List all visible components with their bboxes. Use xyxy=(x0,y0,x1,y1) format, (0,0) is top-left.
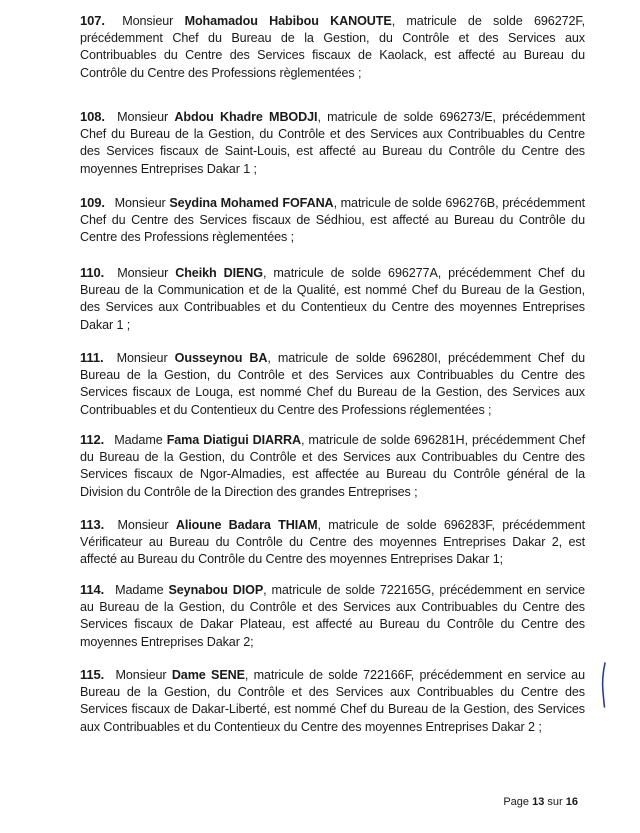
page-prefix: Page xyxy=(503,796,530,808)
entry-title: Monsieur xyxy=(116,351,168,365)
entry-number: 112. xyxy=(80,432,105,447)
entry-number: 109. xyxy=(80,195,105,210)
decision-entry-114 xyxy=(80,581,585,651)
decision-entry-111 xyxy=(80,349,585,419)
entry-person-name: Cheikh DIENG xyxy=(175,266,263,280)
entry-person-name: Mohamadou Habibou KANOUTE xyxy=(184,14,392,28)
decision-entry-112 xyxy=(80,431,585,501)
entry-text: , matricule de solde 696272F, précédemment Chef du Bureau de la Gestion, du Contrôle et des Services aux Contribuables du Centre des Services fiscaux de Kaolack, est affecté au Bureau du Contrôle du Centre des Professions règlementées ; xyxy=(80,14,586,80)
entry-title: Monsieur xyxy=(117,266,169,280)
entry-person-name: Ousseynou BA xyxy=(174,351,268,365)
entry-person-name: Seydina Mohamed FOFANA xyxy=(169,196,334,210)
entry-number: 110. xyxy=(80,265,105,280)
entry-title: Monsieur xyxy=(117,110,169,124)
entry-title: Madame xyxy=(115,583,164,597)
entry-person-name: Seynabou DIOP xyxy=(168,583,264,597)
entry-text: , matricule de solde 696276B, précédemment Chef du Centre des Services fiscaux de Sédhiou, est affecté au Bureau du Contrôle du Centre des Professions règlementées ; xyxy=(80,196,585,245)
entry-number: 115. xyxy=(80,667,105,682)
page-current: 13 xyxy=(532,796,545,808)
entry-person-name: Abdou Khadre MBODJI xyxy=(174,110,318,124)
decision-entry-109 xyxy=(80,194,585,247)
decision-entry-113 xyxy=(80,516,585,569)
page-total: 16 xyxy=(565,796,578,808)
entry-person-name: Alioune Badara THIAM xyxy=(175,518,318,532)
entry-person-name: Dame SENE xyxy=(171,668,245,682)
entry-title: Monsieur xyxy=(114,196,166,210)
entry-person-name: Fama Diatigui DIARRA xyxy=(166,433,301,447)
page-number xyxy=(503,796,578,808)
entry-number: 111. xyxy=(80,350,104,365)
entry-text: , matricule de solde 696281H, précédemment Chef du Bureau de la Gestion, du Contrôle et des Services aux Contribuables du Centre des Services fiscaux de Ngor-Almadies, est affectée au Bureau du Contrôle général de la Division du Contrôle de la Direction des grandes Entreprises ; xyxy=(80,433,586,499)
entry-number: 114. xyxy=(80,582,105,597)
decision-entry-115 xyxy=(80,666,585,736)
entry-text: , matricule de solde 696273/E, précédemment Chef du Bureau de la Gestion, du Contrôle et des Services aux Contribuables du Centre des Services fiscaux de Saint-Louis, est affecté au Bureau du Contrôle du Centre des moyennes Entreprises Dakar 1 ; xyxy=(80,110,585,176)
entry-text: , matricule de solde 722166F, précédemment en service au Bureau de la Gestion, du Contrôle et des Services aux Contribuables du Centre des Services fiscaux de Dakar-Liberté, est nommé Chef du Bureau de la Gestion, des Services aux Contribuables et du Contentieux du Centre des moyennes Entreprises Dakar 2 ; xyxy=(80,668,585,734)
decision-entry-110 xyxy=(80,264,585,334)
entry-number: 108. xyxy=(80,109,105,124)
entry-number: 113. xyxy=(80,517,105,532)
entry-text: , matricule de solde 696283F, précédemment Vérificateur au Bureau du Contrôle du Centre des moyennes Entreprises Dakar 2, est affecté au Bureau du Contrôle du Centre des moyennes Entreprises Dakar 1; xyxy=(80,518,585,567)
entry-text: , matricule de solde 696280I, précédemment Chef du Bureau de la Gestion, du Contrôle et des Services aux Contribuables du Centre des Services fiscaux de Louga, est nommé Chef du Bureau de la Gestion, des Services aux Contribuables et du Contentieux du Centre des Professions réglementées ; xyxy=(80,351,586,417)
handwritten-margin-mark xyxy=(600,662,608,708)
entry-title: Monsieur xyxy=(115,668,167,682)
page-separator: sur xyxy=(547,796,563,808)
entry-title: Monsieur xyxy=(122,14,174,28)
entry-title: Monsieur xyxy=(117,518,169,532)
decision-entry-108 xyxy=(80,108,585,178)
entry-text: , matricule de solde 722165G, précédemment en service au Bureau de la Gestion, du Contrôle et des Services aux Contribuables du Centre des Services fiscaux de Dakar Plateau, est affecté au Bureau du Contrôle du Centre des moyennes Entreprises Dakar 2; xyxy=(80,583,585,649)
entry-title: Madame xyxy=(114,433,163,447)
entry-number: 107. xyxy=(80,13,105,28)
entry-text: , matricule de solde 696277A, précédemment Chef du Bureau de la Communication et de la Qualité, est nommé Chef du Bureau de la Gestion, des Services aux Contribuables et du Contentieux du Centre des moyennes Entreprises Dakar 1 ; xyxy=(80,266,585,332)
decision-entry-107 xyxy=(80,12,585,82)
